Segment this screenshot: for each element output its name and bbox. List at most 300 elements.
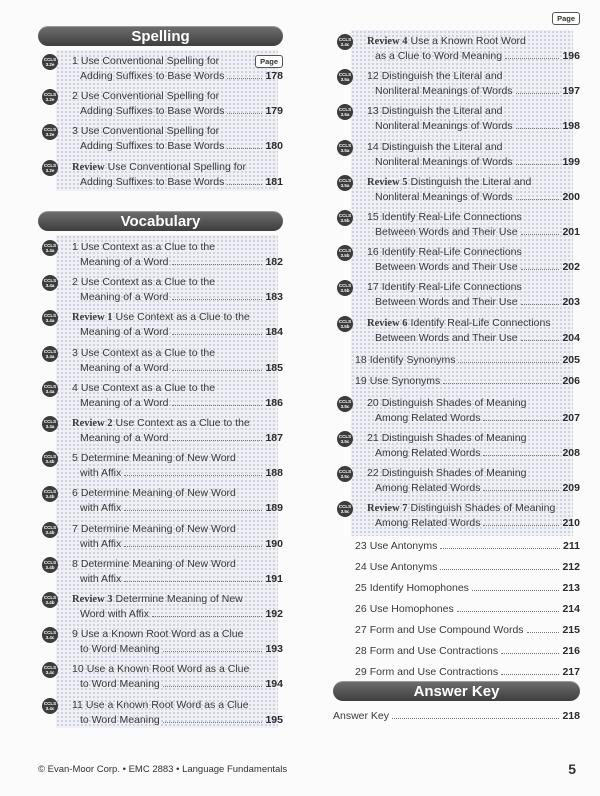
entry-title: Form and Use Contractions: [369, 665, 499, 678]
dot-leader: [227, 78, 262, 79]
page-ref: 199: [562, 155, 580, 168]
page-ref: 213: [562, 581, 580, 594]
review-label: Review 2: [72, 418, 113, 429]
dot-leader: [457, 611, 560, 612]
entry-subtitle-line: [80, 538, 283, 550]
lesson-number: 26: [355, 602, 367, 615]
toc-entry[interactable]: [38, 88, 283, 121]
entry-subtitle: Meaning of a Word: [80, 256, 169, 268]
lesson-number: 7: [72, 522, 78, 535]
entry-subtitle-line: [375, 226, 580, 238]
badge-code: 3.5a: [340, 147, 350, 153]
entry-title: Use Context as a Clue to the: [80, 346, 216, 359]
toc-entry[interactable]: [333, 708, 580, 728]
badge-label: CCLS: [338, 213, 352, 218]
entry-subtitle: Adding Suffixes to Base Words: [80, 140, 225, 153]
page-ref: 216: [562, 644, 580, 657]
page-ref: 186: [265, 396, 283, 409]
toc-entry[interactable]: [38, 345, 283, 378]
page-ref: 197: [562, 85, 580, 98]
lesson-number: 22: [367, 467, 379, 480]
dot-leader: [521, 269, 560, 270]
lesson-number: 16: [367, 246, 379, 259]
entry-subtitle: Between Words and Their Use: [375, 261, 518, 274]
entry-subtitle-line: [80, 678, 283, 690]
entry-title: Distinguish the Literal and: [381, 70, 503, 83]
badge-code: 3.5c: [340, 509, 350, 515]
entry-title-line: [72, 699, 249, 711]
entry-subtitle-line: [80, 502, 283, 514]
entry-title-line: [72, 487, 236, 499]
badge-code: 3.4c: [340, 42, 350, 47]
dot-leader: [172, 405, 263, 406]
badge-code: 3.2e: [45, 167, 55, 173]
page-ref: 203: [562, 296, 580, 309]
entry-subtitle-line: [375, 447, 580, 459]
entry-title: Use Conventional Spelling for: [80, 90, 220, 103]
entry-title-line: [72, 523, 236, 535]
toc-entry[interactable]: [333, 500, 580, 533]
entry-line: [355, 645, 580, 657]
entry-subtitle-line: [80, 176, 283, 188]
toc-entry[interactable]: [38, 697, 283, 730]
dot-leader: [227, 113, 262, 114]
badge-label: CCLS: [43, 162, 57, 168]
dot-leader: [124, 475, 262, 476]
page-ref: 187: [265, 432, 283, 444]
ccls-badge-icon: [42, 381, 58, 397]
toc-entry[interactable]: [333, 68, 580, 101]
dot-leader: [483, 525, 559, 526]
review-label: Review 3: [72, 594, 113, 605]
badge-label: CCLS: [338, 318, 352, 324]
entry-title: Identify Synonyms: [369, 353, 456, 366]
entry-title: Answer Key: [333, 710, 390, 722]
dot-leader: [163, 686, 263, 687]
badge-code: 3.4c: [45, 670, 55, 676]
entry-subtitle: Meaning of a Word: [80, 326, 169, 339]
ccls-badge-icon: [42, 240, 58, 256]
toc-entry[interactable]: [38, 556, 283, 589]
lesson-number: 18: [355, 353, 367, 366]
badge-code: 3.4b: [45, 529, 55, 535]
badge-label: CCLS: [338, 142, 352, 148]
entry-subtitle-line: [375, 517, 580, 529]
page-ref: 198: [562, 120, 580, 133]
toc-entry[interactable]: [333, 559, 580, 579]
page-ref: 204: [562, 331, 580, 344]
entry-subtitle: Nonliteral Meanings of Words: [375, 120, 513, 133]
review-label: Review 4: [367, 36, 408, 47]
entry-subtitle-line: [80, 573, 283, 585]
badge-label: CCLS: [43, 127, 57, 133]
ccls-badge-icon: [337, 104, 353, 120]
toc-entry[interactable]: [333, 395, 580, 428]
entry-title: Distinguish Shades of Meaning: [381, 396, 527, 409]
dot-leader: [172, 370, 263, 371]
entry-title: Identify Real-Life Connections: [381, 211, 522, 223]
toc-entry[interactable]: [38, 239, 283, 272]
badge-code: 3.5c: [340, 474, 350, 480]
entry-title-line: [72, 90, 219, 102]
badge-label: CCLS: [43, 92, 57, 98]
entry-line: [355, 603, 580, 615]
toc-entry[interactable]: [333, 139, 580, 172]
entry-subtitle-line: [80, 70, 283, 82]
badge-code: 3.5a: [340, 182, 350, 188]
entry-title-line: [367, 141, 503, 153]
lesson-number: 9: [72, 628, 78, 641]
lesson-number: 3: [72, 125, 78, 138]
entry-subtitle-line: [375, 50, 580, 62]
entry-subtitle-line: [375, 156, 580, 168]
ccls-badge-icon: [42, 416, 58, 432]
lesson-number: 27: [355, 623, 367, 636]
dot-leader: [521, 234, 560, 235]
entry-title: Distinguish Shades of Meaning: [381, 432, 527, 444]
lesson-number: 2: [72, 276, 78, 289]
entry-title-line: [72, 382, 215, 394]
page-ref: 183: [265, 291, 283, 304]
toc-entry[interactable]: [333, 352, 580, 372]
page-ref: 192: [265, 608, 283, 620]
page-column-label: Page: [255, 55, 283, 68]
entry-subtitle: to Word Meaning: [80, 643, 160, 656]
entry-title: Determine Meaning of New Word: [80, 452, 236, 465]
toc-entry[interactable]: [333, 244, 580, 277]
badge-label: CCLS: [43, 57, 57, 62]
dot-leader: [483, 420, 559, 421]
entry-title: Use a Known Root Word: [410, 35, 526, 47]
page-ref: 208: [562, 447, 580, 459]
lesson-number: 14: [367, 140, 379, 153]
entry-title: Distinguish the Literal and: [381, 105, 503, 118]
entry-subtitle-line: [375, 332, 580, 344]
entry-title: Use Homophones: [369, 602, 454, 615]
entry-title-line: [367, 281, 522, 293]
dot-leader: [392, 718, 559, 719]
toc-entry[interactable]: [333, 315, 580, 348]
lesson-number: 17: [367, 281, 379, 294]
dot-leader: [124, 510, 262, 511]
page-ref: 193: [265, 643, 283, 656]
page-ref: 195: [265, 713, 283, 726]
toc-entry[interactable]: [38, 661, 283, 694]
toc-entry[interactable]: [333, 279, 580, 312]
dot-leader: [124, 546, 262, 547]
badge-label: CCLS: [43, 348, 57, 354]
entry-line: [355, 582, 580, 594]
entry-title-line: [367, 105, 503, 117]
dot-leader: [458, 362, 559, 363]
dot-leader: [152, 616, 262, 617]
lesson-number: 11: [72, 698, 83, 711]
entry-title: Identify Real-Life Connections: [381, 281, 522, 294]
entry-subtitle: Among Related Words: [375, 482, 481, 495]
badge-code: 3.4b: [45, 494, 55, 500]
ccls-badge-icon: [337, 396, 353, 412]
entry-subtitle: Among Related Words: [375, 447, 481, 459]
dot-leader: [172, 299, 263, 300]
dot-leader: [516, 164, 560, 165]
badge-code: 3.4a: [45, 353, 55, 359]
toc-entry[interactable]: [38, 274, 283, 307]
entry-subtitle-line: [80, 140, 283, 152]
entry-subtitle: with Affix: [80, 502, 122, 515]
entry-subtitle-line: [80, 105, 283, 117]
badge-code: 3.4a: [45, 283, 55, 289]
badge-label: CCLS: [338, 107, 352, 113]
entry-title-line: [367, 502, 555, 514]
entry-title: Form and Use Contractions: [369, 644, 499, 657]
ccls-badge-icon: [42, 698, 58, 714]
dot-leader: [172, 440, 263, 441]
badge-label: CCLS: [338, 398, 352, 404]
page-ref: 189: [265, 502, 283, 515]
page-ref: 188: [265, 467, 283, 480]
entry-title-line: [72, 55, 219, 67]
dot-leader: [163, 651, 263, 652]
section-header-vocabulary: Vocabulary: [38, 211, 283, 231]
badge-label: CCLS: [338, 177, 352, 183]
entry-title: Form and Use Compound Words: [369, 623, 524, 636]
dot-leader: [124, 581, 262, 582]
badge-code: 3.4b: [45, 600, 55, 605]
badge-label: CCLS: [43, 454, 57, 460]
ccls-badge-icon: [42, 627, 58, 643]
page-ref: 207: [562, 411, 580, 424]
toc-entry[interactable]: [333, 601, 580, 621]
ccls-badge-icon: [42, 346, 58, 362]
page-ref: 211: [563, 539, 580, 552]
ccls-badge-icon: [337, 210, 353, 226]
ccls-badge-icon: [337, 501, 353, 517]
dot-leader: [521, 340, 560, 341]
toc-entry[interactable]: [38, 626, 283, 659]
entry-title: Distinguish the Literal and: [410, 175, 532, 188]
entry-title-line: [72, 593, 243, 605]
toc-entry[interactable]: [38, 380, 283, 413]
entry-title-line: [367, 35, 526, 47]
dot-leader: [521, 304, 560, 305]
page-ref: 179: [265, 105, 283, 118]
page-column-label: Page: [552, 12, 580, 25]
entry-subtitle-line: [375, 296, 580, 308]
review-label: Review 7: [367, 503, 408, 515]
entry-title: Use Conventional Spelling for: [80, 125, 220, 138]
entry-title: Determine Meaning of New Word: [80, 557, 236, 570]
toc-entry[interactable]: [333, 103, 580, 136]
badge-code: 3.5c: [340, 439, 350, 444]
entry-title: Use Context as a Clue to the: [80, 241, 216, 253]
badge-code: 3.2e: [45, 62, 55, 67]
entry-subtitle-line: [80, 467, 283, 479]
ccls-badge-icon: [42, 310, 58, 326]
entry-subtitle-line: [80, 714, 283, 726]
toc-entry[interactable]: [333, 465, 580, 498]
toc-entry[interactable]: [333, 622, 580, 642]
entry-title-line: [367, 176, 531, 188]
page-ref: 196: [562, 50, 580, 62]
entry-title: Determine Meaning of New Word: [80, 522, 236, 535]
toc-entry[interactable]: [333, 373, 580, 393]
entry-line: [355, 375, 580, 387]
entry-subtitle-line: [80, 291, 283, 303]
toc-entry[interactable]: [38, 53, 283, 86]
badge-label: CCLS: [43, 419, 57, 424]
entry-subtitle: Word with Affix: [80, 608, 150, 620]
entry-title: Distinguish Shades of Meaning: [410, 502, 556, 515]
toc-entry[interactable]: [38, 159, 283, 192]
lesson-number: 12: [367, 70, 379, 83]
entry-subtitle: to Word Meaning: [80, 678, 160, 691]
badge-code: 3.5b: [340, 218, 350, 223]
badge-code: 3.5c: [340, 403, 350, 409]
entry-line: [355, 354, 580, 366]
toc-entry[interactable]: [38, 485, 283, 518]
entry-title: Use a Known Root Word as a Clue: [80, 628, 244, 641]
entry-subtitle-line: [80, 397, 283, 409]
ccls-badge-icon: [337, 140, 353, 156]
entry-line: [355, 624, 580, 636]
toc-entry[interactable]: [38, 123, 283, 156]
ccls-badge-icon: [337, 280, 353, 296]
toc-entry[interactable]: [333, 538, 580, 558]
lesson-number: 1: [72, 55, 78, 67]
badge-code: 3.4c: [45, 635, 55, 641]
entry-title-line: [72, 452, 236, 464]
entry-title: Use a Known Root Word as a Clue: [86, 663, 250, 676]
entry-title: Use Antonyms: [369, 560, 438, 573]
entry-title: Use Synonyms: [369, 374, 441, 387]
dot-leader: [443, 383, 559, 384]
entry-subtitle-line: [375, 482, 580, 494]
toc-entry[interactable]: [333, 580, 580, 600]
entry-subtitle: Meaning of a Word: [80, 291, 169, 304]
badge-code: 3.2e: [45, 132, 55, 138]
entry-line: [355, 561, 580, 573]
badge-label: CCLS: [43, 313, 57, 319]
toc-entry[interactable]: [333, 209, 580, 242]
badge-label: CCLS: [338, 434, 352, 439]
badge-label: CCLS: [43, 243, 57, 248]
ccls-badge-icon: [337, 175, 353, 191]
entry-subtitle: Nonliteral Meanings of Words: [375, 190, 513, 203]
toc-entry[interactable]: [38, 309, 283, 342]
entry-title: Use Context as a Clue to the: [80, 381, 216, 394]
entry-title-line: [367, 397, 526, 409]
entry-line: [333, 710, 580, 722]
entry-line: [355, 666, 580, 678]
entry-subtitle: Adding Suffixes to Base Words: [80, 105, 225, 118]
badge-code: 3.5a: [340, 77, 350, 83]
lesson-number: 8: [72, 557, 78, 570]
toc-entry[interactable]: [38, 591, 283, 624]
entry-subtitle-line: [80, 256, 283, 268]
badge-code: 3.5b: [340, 253, 350, 259]
lesson-number: 21: [367, 432, 379, 444]
entry-subtitle-line: [375, 261, 580, 273]
lesson-number: 23: [355, 539, 367, 552]
badge-code: 3.4a: [45, 424, 55, 429]
ccls-badge-icon: [42, 54, 58, 70]
lesson-number: 2: [72, 90, 78, 103]
badge-label: CCLS: [43, 278, 57, 284]
page-ref: 218: [562, 710, 580, 722]
page-footer: [38, 760, 576, 778]
page-ref: 201: [562, 226, 580, 238]
entry-title-line: [72, 241, 215, 253]
entry-subtitle-line: [80, 362, 283, 374]
toc-entry[interactable]: [333, 430, 580, 463]
review-label: Review 5: [367, 176, 408, 188]
ccls-badge-icon: [337, 245, 353, 261]
ccls-badge-icon: [42, 451, 58, 467]
entry-title: Identify Real-Life Connections: [381, 246, 522, 259]
entry-title-line: [367, 467, 526, 479]
ccls-badge-icon: [42, 275, 58, 291]
page-ref: 190: [265, 537, 283, 550]
ccls-badge-icon: [337, 316, 353, 332]
entry-title-line: [367, 246, 522, 258]
toc-entry[interactable]: [38, 450, 283, 483]
lesson-number: 29: [355, 665, 367, 678]
page-ref: 200: [562, 190, 580, 203]
entry-title: Use Context as a Clue to the: [80, 276, 216, 289]
entry-subtitle: with Affix: [80, 537, 122, 550]
page-ref: 182: [265, 256, 283, 268]
entry-title: Identify Homophones: [369, 581, 469, 594]
dot-leader: [440, 569, 559, 570]
badge-label: CCLS: [43, 524, 57, 530]
entry-title: Determine Meaning of New: [115, 593, 243, 605]
badge-label: CCLS: [338, 283, 352, 289]
section-header-answer-key: Answer Key: [333, 681, 580, 701]
dot-leader: [516, 128, 560, 129]
dot-leader: [440, 548, 560, 549]
ccls-badge-icon: [42, 592, 58, 608]
lesson-number: 15: [367, 211, 379, 223]
entry-subtitle-line: [80, 326, 283, 338]
footer-credit: © Evan-Moor Corp. • EMC 2883 • Language Fundamentals: [38, 763, 288, 775]
dot-leader: [172, 264, 263, 265]
toc-entry[interactable]: [333, 33, 580, 66]
page-ref: 178: [265, 70, 283, 82]
toc-entry[interactable]: [333, 643, 580, 663]
toc-entry[interactable]: [333, 174, 580, 207]
review-label: Review 1: [72, 312, 113, 324]
page-ref: 209: [562, 482, 580, 495]
ccls-badge-icon: [42, 522, 58, 538]
entry-subtitle: Nonliteral Meanings of Words: [375, 155, 513, 168]
badge-label: CCLS: [43, 700, 57, 706]
entry-title-line: [72, 558, 236, 570]
lesson-number: 25: [355, 581, 367, 594]
entry-title: Use Conventional Spelling for: [107, 160, 246, 173]
badge-code: 3.5b: [340, 323, 350, 329]
entry-subtitle: with Affix: [80, 467, 122, 480]
section-header-spelling: Spelling: [38, 26, 283, 46]
dot-leader: [163, 722, 263, 723]
badge-label: CCLS: [43, 595, 57, 600]
toc-entry[interactable]: [38, 521, 283, 554]
entry-subtitle-line: [80, 643, 283, 655]
entry-subtitle: Meaning of a Word: [80, 432, 169, 444]
entry-subtitle: Meaning of a Word: [80, 361, 169, 374]
toc-entry[interactable]: [38, 415, 283, 448]
badge-code: 3.4a: [45, 248, 55, 253]
page-ref: 214: [562, 602, 580, 615]
